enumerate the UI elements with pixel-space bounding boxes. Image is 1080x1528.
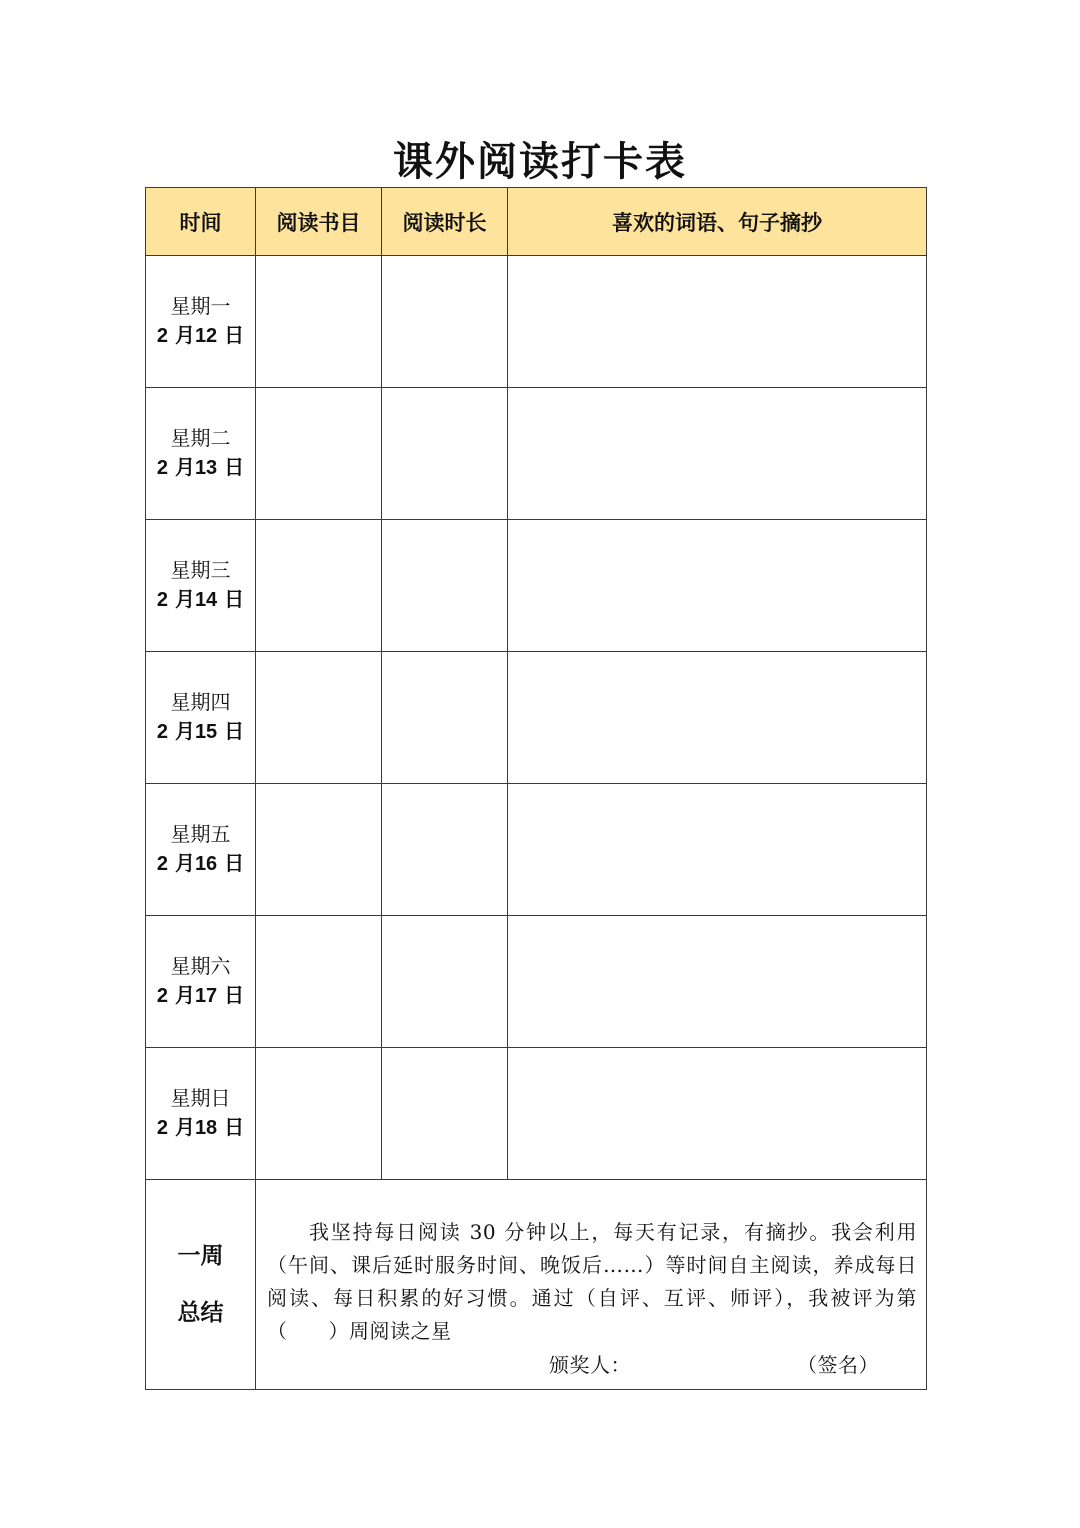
weekday-label: 星期三 — [170, 558, 231, 582]
excerpt-cell[interactable] — [508, 520, 927, 652]
duration-cell[interactable] — [382, 256, 508, 388]
summary-label-line2: 总结 — [177, 1299, 224, 1326]
excerpt-cell[interactable] — [508, 1048, 927, 1180]
date-label — [146, 321, 255, 351]
excerpt-cell[interactable] — [508, 784, 927, 916]
day-number: 17 — [194, 985, 218, 1007]
month-number: 2 — [156, 985, 168, 1007]
summary-row — [146, 1180, 927, 1390]
excerpt-cell[interactable] — [508, 652, 927, 784]
sign-label: （签名） — [797, 1353, 879, 1377]
book-cell[interactable] — [256, 784, 382, 916]
day-row — [146, 256, 927, 388]
duration-cell[interactable] — [382, 520, 508, 652]
day-unit: 日 — [224, 983, 245, 1007]
page-title: 课外阅读打卡表 — [393, 139, 687, 185]
weekday-label: 星期四 — [170, 690, 231, 714]
duration-cell[interactable] — [382, 1048, 508, 1180]
book-cell[interactable] — [256, 520, 382, 652]
day-row — [146, 388, 927, 520]
date-label — [146, 981, 255, 1011]
day-unit: 日 — [224, 455, 245, 479]
duration-cell[interactable] — [382, 388, 508, 520]
month-unit: 月 — [174, 587, 195, 611]
weekday-label: 星期五 — [170, 822, 231, 846]
date-label — [146, 1113, 255, 1143]
excerpt-cell[interactable] — [508, 388, 927, 520]
book-cell[interactable] — [256, 1048, 382, 1180]
summary-label-cell — [146, 1180, 256, 1390]
award-label: 颁奖人： — [549, 1353, 631, 1377]
book-cell[interactable] — [256, 652, 382, 784]
month-unit: 月 — [174, 1115, 195, 1139]
day-unit: 日 — [224, 719, 245, 743]
day-time-cell — [146, 256, 256, 388]
book-cell[interactable] — [256, 388, 382, 520]
header-book: 阅读书目 — [256, 188, 382, 256]
weekday-label: 星期六 — [170, 954, 231, 978]
day-time-cell — [146, 652, 256, 784]
month-unit: 月 — [174, 323, 195, 347]
summary-label-line1: 一周 — [177, 1242, 224, 1269]
day-number: 13 — [194, 457, 218, 479]
month-number: 2 — [156, 1117, 168, 1139]
header-time: 时间 — [146, 188, 256, 256]
month-number: 2 — [156, 325, 168, 347]
day-number: 15 — [194, 721, 218, 743]
day-row — [146, 916, 927, 1048]
day-number: 16 — [194, 853, 218, 875]
day-time-cell — [146, 520, 256, 652]
summary-label — [146, 1228, 255, 1342]
duration-cell[interactable] — [382, 916, 508, 1048]
summary-text-cell[interactable] — [256, 1180, 927, 1390]
reading-log-table — [145, 187, 927, 1390]
day-number: 18 — [194, 1117, 218, 1139]
day-time-cell — [146, 916, 256, 1048]
day-time-cell — [146, 784, 256, 916]
month-number: 2 — [156, 589, 168, 611]
duration-cell[interactable] — [382, 784, 508, 916]
date-label — [146, 849, 255, 879]
day-time-cell — [146, 388, 256, 520]
summary-text: 我坚持每日阅读 30 分钟以上，每天有记录，有摘抄。我会利用（午间、课后延时服务时间、晚饭后……）等时间自主阅读，养成每日阅读、每日积累的好习惯。通过（自评、互评、师评），我被评为第（ ）周阅读之星 — [267, 1220, 917, 1343]
date-label — [146, 717, 255, 747]
header-row — [146, 188, 927, 256]
header-duration: 阅读时长 — [382, 188, 508, 256]
header-excerpt: 喜欢的词语、句子摘抄 — [508, 188, 927, 256]
day-unit: 日 — [224, 587, 245, 611]
day-time-cell — [146, 1048, 256, 1180]
duration-cell[interactable] — [382, 652, 508, 784]
month-unit: 月 — [174, 983, 195, 1007]
weekday-label: 星期日 — [170, 1086, 231, 1110]
day-row — [146, 784, 927, 916]
signature-line — [267, 1349, 917, 1382]
month-unit: 月 — [174, 851, 195, 875]
month-number: 2 — [156, 853, 168, 875]
day-number: 14 — [194, 589, 218, 611]
month-unit: 月 — [174, 719, 195, 743]
month-number: 2 — [156, 721, 168, 743]
date-label — [146, 453, 255, 483]
day-row — [146, 520, 927, 652]
book-cell[interactable] — [256, 916, 382, 1048]
date-label — [146, 585, 255, 615]
day-row — [146, 1048, 927, 1180]
book-cell[interactable] — [256, 256, 382, 388]
excerpt-cell[interactable] — [508, 916, 927, 1048]
day-unit: 日 — [224, 323, 245, 347]
month-unit: 月 — [174, 455, 195, 479]
day-number: 12 — [194, 325, 218, 347]
excerpt-cell[interactable] — [508, 256, 927, 388]
day-unit: 日 — [224, 1115, 245, 1139]
day-row — [146, 652, 927, 784]
weekday-label: 星期一 — [170, 294, 231, 318]
weekday-label: 星期二 — [170, 426, 231, 450]
month-number: 2 — [156, 457, 168, 479]
day-unit: 日 — [224, 851, 245, 875]
